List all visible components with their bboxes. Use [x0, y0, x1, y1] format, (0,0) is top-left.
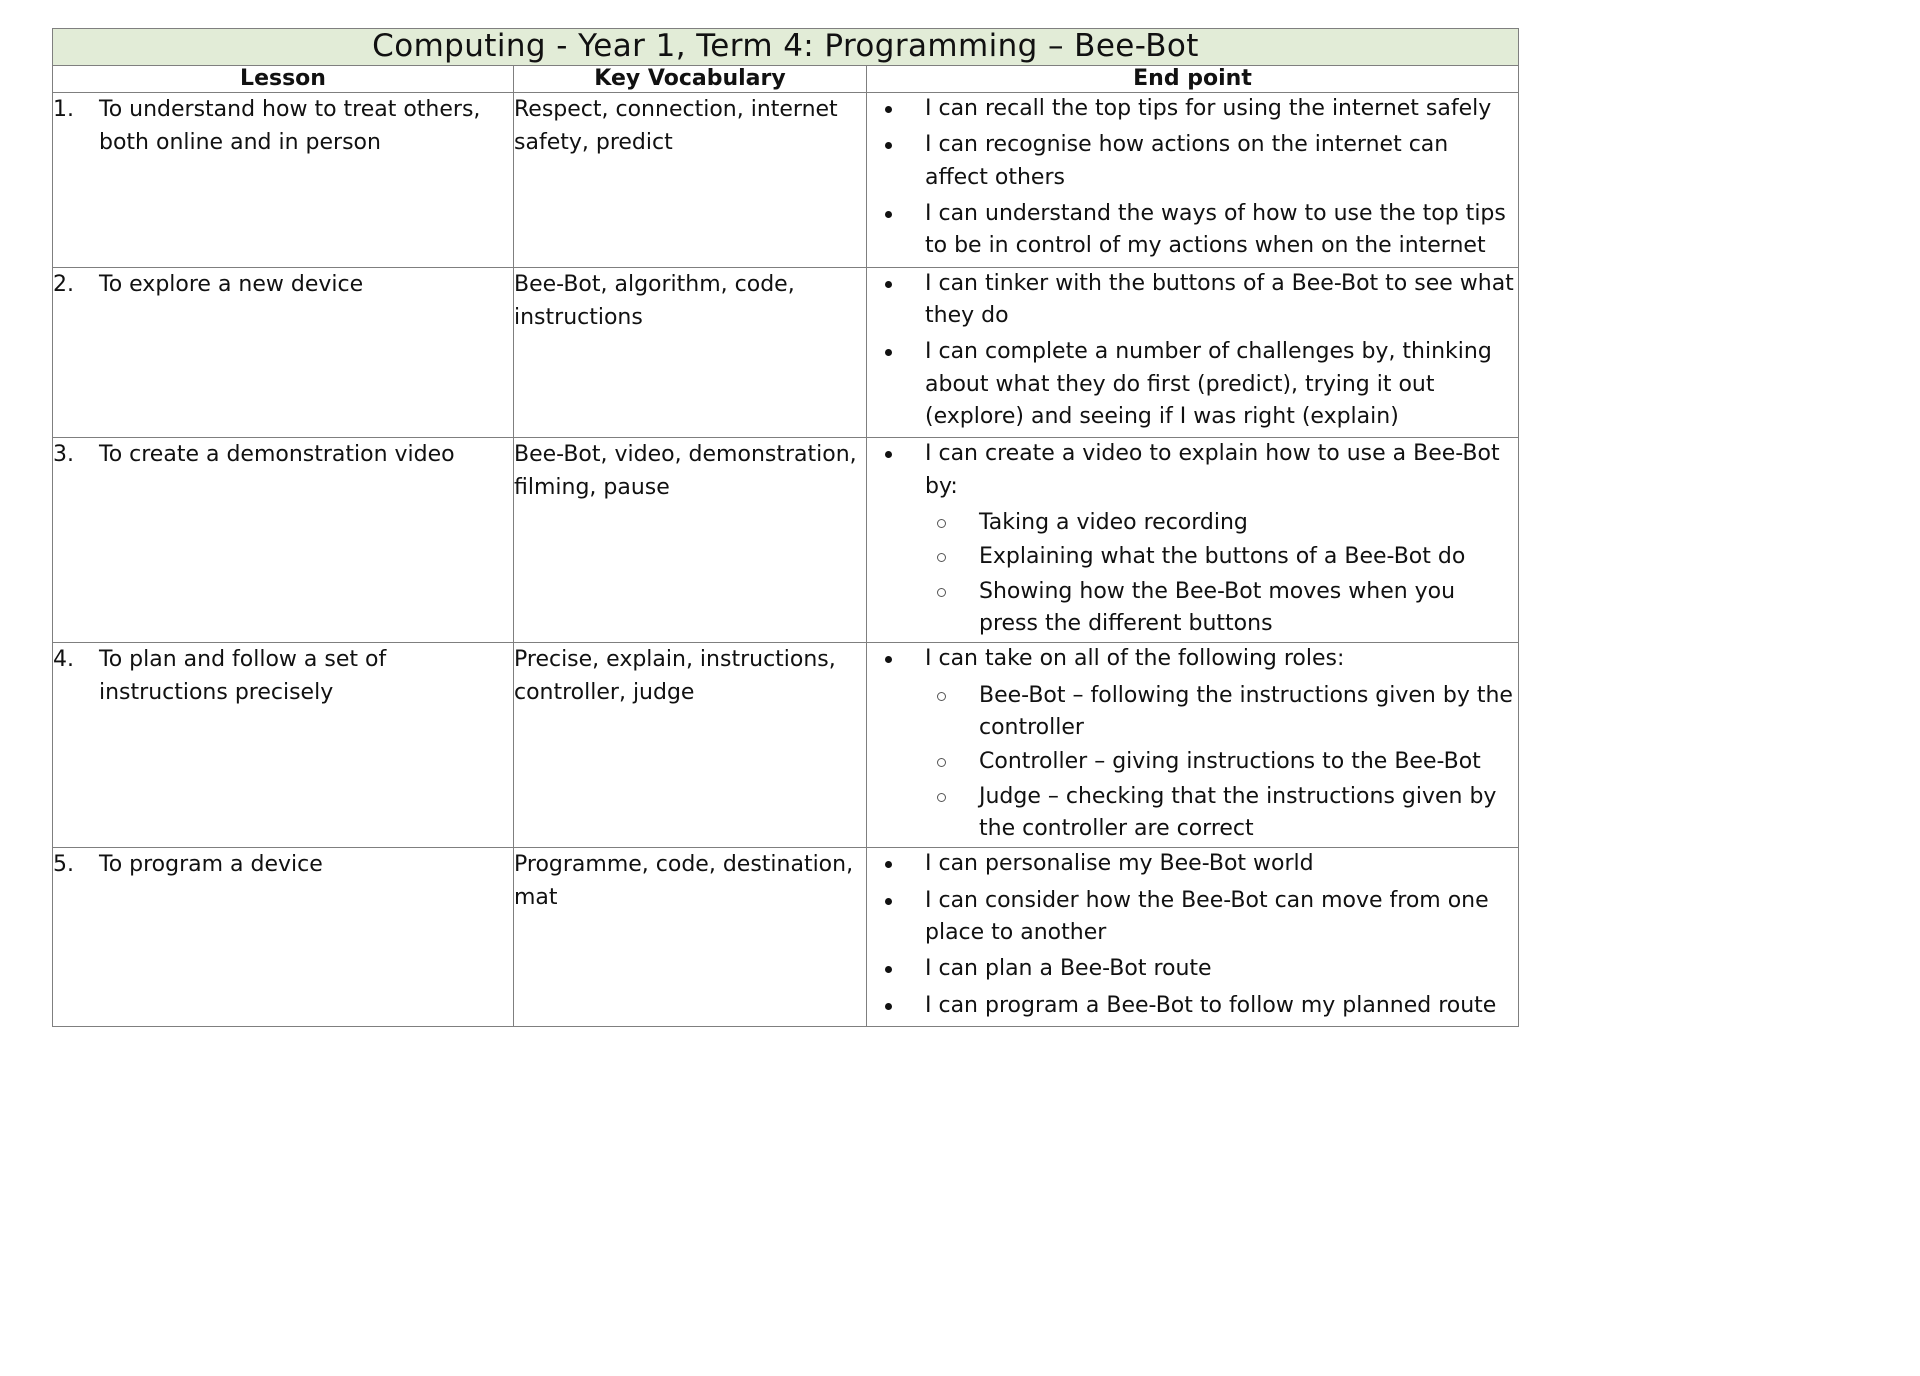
endpoint-cell: [867, 93, 1519, 268]
lesson-objective: To explore a new device: [99, 271, 364, 297]
endpoint-item: [867, 953, 1518, 985]
vocabulary-cell: [514, 267, 867, 438]
column-header-endpoint: [867, 65, 1519, 92]
endpoint-cell: [867, 643, 1519, 848]
curriculum-overview-table: [52, 28, 1519, 1027]
endpoint-cell: [867, 848, 1519, 1027]
endpoint-list: [867, 438, 1518, 640]
table-body: [53, 93, 1519, 1027]
bullet-icon: [885, 898, 892, 905]
bullet-icon: [885, 211, 892, 218]
endpoint-text: I can tinker with the buttons of a Bee-Bot to see what they do: [925, 270, 1514, 328]
vocabulary-cell: [514, 438, 867, 643]
vocabulary-cell: [514, 93, 867, 268]
endpoint-text: I can program a Bee-Bot to follow my planned route: [925, 992, 1497, 1018]
lesson-inner: [53, 643, 513, 709]
vocabulary-text: Respect, connection, internet safety, predict: [514, 97, 838, 156]
vocabulary-cell: [514, 643, 867, 848]
bullet-icon: [885, 451, 892, 458]
lesson-inner: [53, 438, 513, 471]
bullet-icon: [885, 281, 892, 288]
endpoint-text: I can create a video to explain how to use a Bee-Bot by:: [925, 441, 1500, 499]
lesson-cell: [53, 848, 514, 1027]
hollow-bullet-icon: [937, 692, 946, 701]
hollow-bullet-icon: [937, 588, 946, 597]
hollow-bullet-icon: [937, 553, 946, 562]
endpoint-text: Showing how the Bee-Bot moves when you press the different buttons: [979, 578, 1456, 636]
endpoint-list: [867, 268, 1518, 434]
bullet-icon: [885, 861, 892, 868]
column-header-lesson: [53, 65, 514, 92]
endpoint-text: I can take on all of the following roles:: [925, 646, 1345, 672]
column-header-vocabulary: [514, 65, 867, 92]
table-row: [53, 848, 1519, 1027]
endpoint-sub-item: [867, 781, 1518, 846]
endpoint-text: Judge – checking that the instructions given by the controller are correct: [979, 783, 1497, 841]
endpoint-item: [867, 336, 1518, 433]
bullet-icon: [885, 1003, 892, 1010]
lesson-cell: [53, 438, 514, 643]
endpoint-cell: [867, 438, 1519, 643]
endpoint-list: [867, 848, 1518, 1022]
vocabulary-text: Bee-Bot, video, demonstration, filming, pause: [514, 442, 857, 501]
endpoint-sub-item: [867, 746, 1518, 778]
endpoint-text: I can recognise how actions on the internet can affect others: [925, 132, 1449, 190]
endpoint-text: I can consider how the Bee-Bot can move from one place to another: [925, 887, 1489, 945]
column-header-vocabulary-label: Key Vocabulary: [594, 65, 786, 91]
endpoint-text: I can plan a Bee-Bot route: [925, 956, 1212, 982]
lesson-cell: [53, 643, 514, 848]
vocabulary-text: Precise, explain, instructions, controller, judge: [514, 647, 836, 706]
endpoint-item: [867, 198, 1518, 263]
bullet-icon: [885, 349, 892, 356]
table-row: [53, 267, 1519, 438]
endpoint-item: [867, 990, 1518, 1022]
lesson-cell: [53, 93, 514, 268]
endpoint-text: Taking a video recording: [979, 509, 1248, 535]
lesson-objective: To program a device: [99, 852, 323, 878]
hollow-bullet-icon: [937, 793, 946, 802]
endpoint-item: [867, 268, 1518, 333]
endpoint-text: Bee-Bot – following the instructions given by the controller: [979, 682, 1513, 740]
endpoint-item: [867, 848, 1518, 880]
lesson-inner: [53, 93, 513, 159]
endpoint-sub-item: [867, 507, 1518, 539]
endpoint-list: [867, 643, 1518, 845]
column-header-lesson-label: Lesson: [240, 65, 326, 91]
endpoint-text: Controller – giving instructions to the Bee-Bot: [979, 749, 1481, 775]
page-title: Computing - Year 1, Term 4: Programming – Bee-Bot: [372, 28, 1199, 64]
table-row: [53, 438, 1519, 643]
endpoint-sub-item: [867, 576, 1518, 641]
lesson-objective: To plan and follow a set of instructions precisely: [99, 647, 387, 706]
bullet-icon: [885, 142, 892, 149]
lesson-number: 1.: [53, 97, 74, 123]
lesson-number: 4.: [53, 647, 74, 673]
lesson-inner: [53, 848, 513, 881]
endpoint-text: I can complete a number of challenges by, thinking about what they do first (predict), trying it out (explore) and seeing if I was right (explain): [925, 339, 1492, 429]
lesson-cell: [53, 267, 514, 438]
table-row: [53, 643, 1519, 848]
lesson-objective: To create a demonstration video: [99, 442, 455, 468]
document-title-cell: [53, 29, 1519, 66]
vocabulary-text: Programme, code, destination, mat: [514, 852, 854, 911]
bullet-icon: [885, 106, 892, 113]
endpoint-cell: [867, 267, 1519, 438]
endpoint-sub-item: [867, 541, 1518, 573]
table-title-row: [53, 29, 1519, 66]
endpoint-item: [867, 643, 1518, 675]
hollow-bullet-icon: [937, 758, 946, 767]
table-header-row: [53, 65, 1519, 92]
lesson-number: 5.: [53, 852, 74, 878]
lesson-number: 2.: [53, 271, 74, 297]
endpoint-text: Explaining what the buttons of a Bee-Bot do: [979, 544, 1466, 570]
lesson-inner: [53, 268, 513, 301]
vocabulary-cell: [514, 848, 867, 1027]
table-row: [53, 93, 1519, 268]
lesson-objective: To understand how to treat others, both online and in person: [99, 97, 481, 156]
endpoint-item: [867, 885, 1518, 950]
vocabulary-text: Bee-Bot, algorithm, code, instructions: [514, 271, 795, 330]
endpoint-item: [867, 129, 1518, 194]
hollow-bullet-icon: [937, 519, 946, 528]
endpoint-list: [867, 93, 1518, 263]
endpoint-item: [867, 438, 1518, 503]
column-header-endpoint-label: End point: [1133, 65, 1252, 91]
lesson-number: 3.: [53, 442, 74, 468]
bullet-icon: [885, 656, 892, 663]
endpoint-sub-item: [867, 680, 1518, 745]
endpoint-text: I can recall the top tips for using the internet safely: [925, 96, 1492, 122]
endpoint-item: [867, 93, 1518, 125]
endpoint-text: I can understand the ways of how to use the top tips to be in control of my actions when on the internet: [925, 201, 1506, 259]
bullet-icon: [885, 966, 892, 973]
endpoint-text: I can personalise my Bee-Bot world: [925, 851, 1314, 877]
